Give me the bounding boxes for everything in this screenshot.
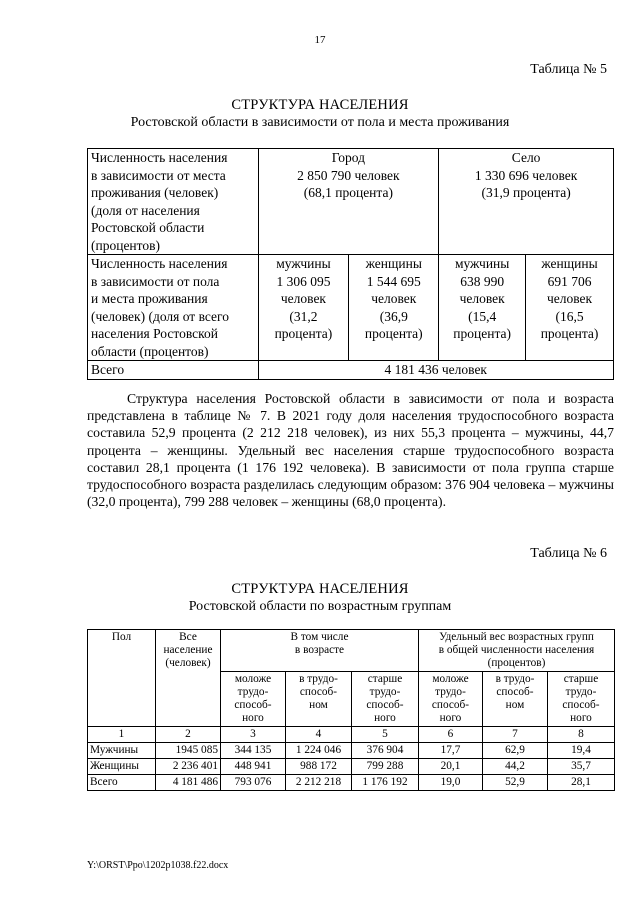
- colnum: 7: [483, 727, 548, 743]
- table6-colnum-row: [88, 727, 615, 743]
- cell: 344 135: [221, 743, 286, 759]
- table6: [87, 629, 615, 791]
- table-row: [88, 743, 615, 759]
- table6-sub-5: в трудо- способ- ном: [483, 672, 548, 727]
- table5-total-label: Всего: [88, 361, 259, 380]
- colnum: 1: [88, 727, 156, 743]
- table6-sub-4: моложе трудо- способ- ного: [419, 672, 483, 727]
- cell: 1 224 046: [286, 743, 352, 759]
- table6-title: СТРУКТУРА НАСЕЛЕНИЯ: [231, 581, 409, 597]
- table6-sub-2: в трудо- способ- ном: [286, 672, 352, 727]
- cell: 17,7: [419, 743, 483, 759]
- table5-city-cell: Город 2 850 790 человек (68,1 процента): [258, 149, 439, 255]
- table6-subtitle: Ростовской области по возрастным группам: [188, 599, 452, 614]
- table5-row-place: [88, 149, 614, 255]
- table5-row-total: [88, 361, 614, 380]
- cell: Всего: [88, 775, 156, 791]
- table6-sub-3: старше трудо- способ- ного: [352, 672, 419, 727]
- table6-h-share: Удельный вес возрастных групп в общей численности населения (процентов): [419, 630, 615, 672]
- cell: 988 172: [286, 759, 352, 775]
- table5-row2-header: Численность населения в зависимости от пола и места проживания (человек) (доля от всего населения Ростовской области (процентов): [88, 255, 259, 361]
- cell: 28,1: [548, 775, 615, 791]
- cell: 20,1: [419, 759, 483, 775]
- cell: Мужчины: [88, 743, 156, 759]
- table6-h-incl: В том числе в возрасте: [221, 630, 419, 672]
- table6-sub-1: моложе трудо- способ- ного: [221, 672, 286, 727]
- paragraph-text: Структура населения Ростовской области в зависимости от пола и возраста представлена в таблице № 7. В 2021 году доля населения трудоспособного возраста составила 52,9 процента (2 212 218 человек), из них 55,3 процента – мужчины, 44,7 процента – женщины. Удельный вес населения старше трудоспособного возраста составил 28,1 процента (1 176 192 человека). В зависимости от пола группа старше трудоспособного возраста разделилась следующим образом: 376 904 человека – мужчины (32,0 процента), 799 288 человек – женщины (68,0 процента).: [87, 391, 614, 510]
- table5-row-gender: [88, 255, 614, 361]
- cell: 376 904: [352, 743, 419, 759]
- table6-label: Таблица № 6: [530, 546, 607, 561]
- cell: Женщины: [88, 759, 156, 775]
- table6-h-all: Все население (человек): [156, 630, 221, 727]
- table6-sub-6: старше трудо- способ- ного: [548, 672, 615, 727]
- table5-village-women: женщины 691 706 человек (16,5 процента): [526, 255, 614, 361]
- cell: 799 288: [352, 759, 419, 775]
- cell: 35,7: [548, 759, 615, 775]
- table5-city-men: мужчины 1 306 095 человек (31,2 процента): [258, 255, 349, 361]
- table5-title: СТРУКТУРА НАСЕЛЕНИЯ: [231, 97, 409, 113]
- table-row: [88, 775, 615, 791]
- colnum: 5: [352, 727, 419, 743]
- table5-village-cell: Село 1 330 696 человек (31,9 процента): [439, 149, 614, 255]
- page-number: 17: [314, 34, 326, 46]
- colnum: 2: [156, 727, 221, 743]
- table6-h-pol: Пол: [88, 630, 156, 727]
- cell: 2 236 401: [156, 759, 221, 775]
- cell: 2 212 218: [286, 775, 352, 791]
- cell: 62,9: [483, 743, 548, 759]
- cell: 19,0: [419, 775, 483, 791]
- body-paragraph: [87, 390, 614, 510]
- cell: 1 176 192: [352, 775, 419, 791]
- table5: [87, 148, 614, 380]
- cell: 448 941: [221, 759, 286, 775]
- cell: 19,4: [548, 743, 615, 759]
- table-row: [88, 759, 615, 775]
- table5-row1-header: Численность населения в зависимости от места проживания (человек) (доля от населения Ростовской области (процентов): [88, 149, 259, 255]
- cell: 4 181 486: [156, 775, 221, 791]
- table5-city-women: женщины 1 544 695 человек (36,9 процента): [349, 255, 439, 361]
- table5-subtitle: Ростовской области в зависимости от пола и места проживания: [130, 115, 510, 130]
- colnum: 3: [221, 727, 286, 743]
- colnum: 4: [286, 727, 352, 743]
- table5-total-value: 4 181 436 человек: [258, 361, 613, 380]
- cell: 44,2: [483, 759, 548, 775]
- table5-title-block: [0, 96, 640, 132]
- cell: 793 076: [221, 775, 286, 791]
- table6-title-block: [0, 580, 640, 616]
- table5-village-men: мужчины 638 990 человек (15,4 процента): [439, 255, 526, 361]
- colnum: 6: [419, 727, 483, 743]
- footer-filepath: Y:\ORST\Ppo\1202p1038.f22.docx: [87, 860, 229, 871]
- cell: 52,9: [483, 775, 548, 791]
- colnum: 8: [548, 727, 615, 743]
- table5-label: Таблица № 5: [530, 62, 607, 77]
- cell: 1945 085: [156, 743, 221, 759]
- table6-header-row-1: [88, 630, 615, 672]
